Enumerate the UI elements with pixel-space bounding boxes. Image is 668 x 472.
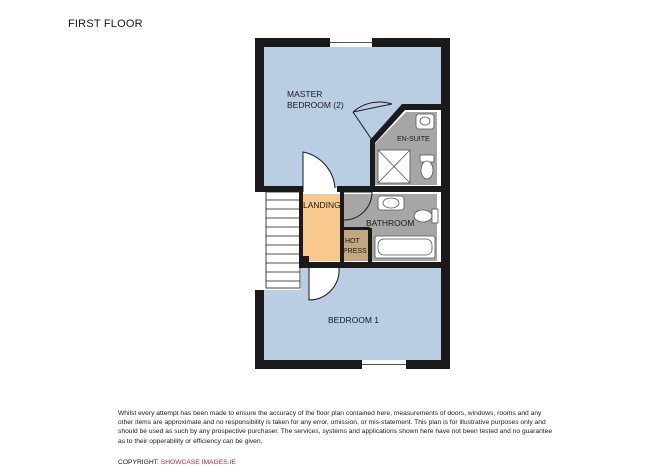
- label-en-suite: EN-SUITE: [397, 136, 430, 143]
- label-bedroom-1: BEDROOM 1: [328, 315, 380, 325]
- plan-title: FIRST FLOOR: [68, 18, 143, 30]
- label-master-bedroom-line2: BEDROOM (2): [287, 100, 344, 110]
- label-master-bedroom: MASTER: [287, 89, 323, 99]
- label-landing: LANDING: [303, 200, 341, 210]
- label-hot-press-line2: PRESS: [343, 248, 367, 255]
- room-hot-press: [342, 230, 368, 260]
- stairwell: [264, 190, 301, 290]
- disclaimer-text: Whilst every attempt has been made to ensure the accuracy of the floor plan contained here, measurements of doors, windows, rooms and any other items are approximate and no responsibility is taken for any error, omission, or mis-statement. This plan is for illustrative purposes only and should be used as such by any prospective purchaser. The services, systems and applications shown here have not been tested and no guarantee as to their opperability or efficiency can be given.: [118, 410, 553, 445]
- copyright-brand: SHOWCASE IMAGES.IE: [160, 459, 236, 466]
- label-bathroom: BATHROOM: [366, 218, 415, 228]
- label-hot-press-line1: HOT: [345, 238, 360, 245]
- copyright-line: [118, 459, 236, 466]
- copyright-label: COPYRIGHT:: [118, 459, 161, 466]
